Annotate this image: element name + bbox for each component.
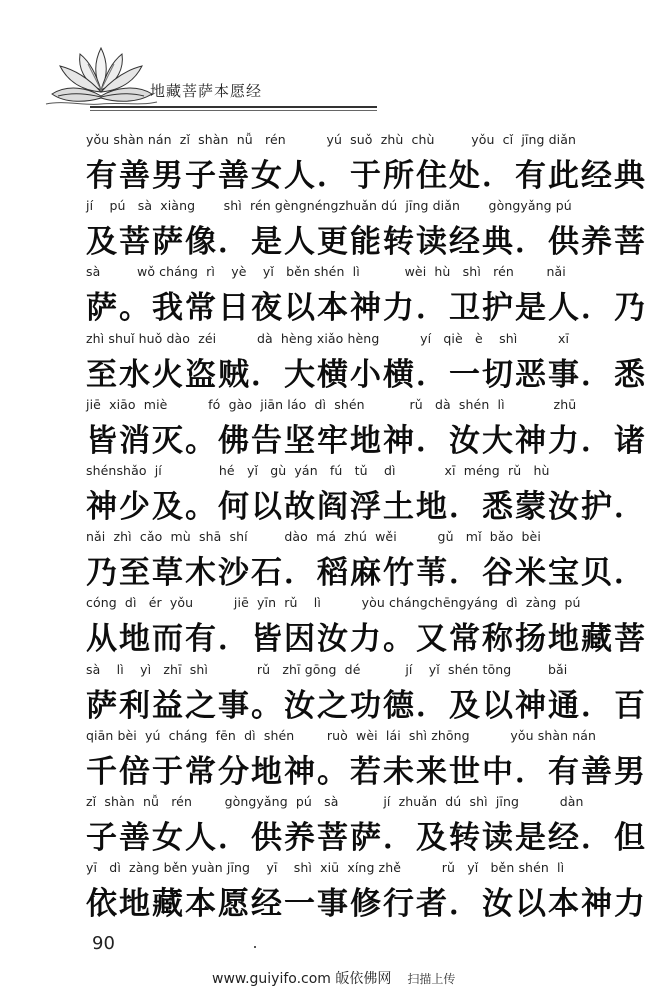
text-line <box>86 459 647 525</box>
pinyin-row: yī dì zàng běn yuàn jīng yī shì xiū xíng zhě rǔ yǐ běn shén lì <box>86 860 565 876</box>
pinyin-row: zhì shuǐ huǒ dào zéi dà hèng xiǎo hèng yí qiè è shì xī <box>86 330 570 346</box>
hanzi-row: 至水火盗贼．大横小横．一切恶事．悉 <box>86 356 647 393</box>
hanzi-row: 有善男子善女人．于所住处．有此经典 <box>86 158 647 194</box>
sutra-text <box>86 128 647 923</box>
header-divider-thin <box>90 110 377 111</box>
text-line <box>86 327 647 393</box>
text-line <box>86 658 647 724</box>
pinyin-row: jí pú sà xiàng shì rén gèngnéngzhuǎn dú jīng diǎn gòngyǎng pú <box>86 198 572 214</box>
page-header <box>0 0 669 120</box>
footer-site: www.guiyifo.com 皈依佛网 <box>212 971 392 987</box>
text-line <box>86 591 647 658</box>
pinyin-row: qiān bèi yú cháng fēn dì shén ruò wèi lái shì zhōng yǒu shàn nán <box>86 727 597 743</box>
pinyin-row: zǐ shàn nǚ rén gòngyǎng pú sà jí zhuǎn dú shì jīng dàn <box>86 793 584 809</box>
pinyin-row: yǒu shàn nán zǐ shàn nǚ rén yú suǒ zhù chù yǒu cǐ jīng diǎn <box>86 132 577 147</box>
pinyin-row: sà lì yì zhī shì rǔ zhī gōng dé jí yǐ shén tōng bǎi <box>86 661 568 677</box>
text-line <box>86 790 647 856</box>
hanzi-row: 萨利益之事。汝之功德．及以神通．百 <box>86 687 647 724</box>
footer <box>212 968 455 988</box>
hanzi-row: 千倍于常分地神。若未来世中．有善男 <box>86 753 647 790</box>
hanzi-row: 萨。我常日夜以本神力．卫护是人．乃 <box>86 290 647 327</box>
pinyin-row: shénshǎo jí hé yǐ gù yán fú tǔ dì xī méng rǔ hù <box>86 462 550 478</box>
footer-note: 扫描上传 <box>407 972 456 986</box>
hanzi-row: 皆消灭。佛告坚牢地神．汝大神力．诸 <box>86 422 647 459</box>
hanzi-row: 依地藏本愿经一事修行者．汝以本神力 <box>86 886 647 923</box>
hanzi-row: 乃至草木沙石．稻麻竹苇．谷米宝贝． <box>86 555 647 592</box>
page-number: 90 <box>92 933 115 954</box>
hanzi-row: 神少及。何以故阎浮土地．悉蒙汝护． <box>86 488 647 525</box>
pinyin-row: cóng dì ér yǒu jiē yīn rǔ lì yòu chángchēngyáng dì zàng pú <box>86 595 581 611</box>
pinyin-row: sà wǒ cháng rì yè yǐ běn shén lì wèi hù shì rén nǎi <box>86 264 566 280</box>
pinyin-row: nǎi zhì cǎo mù shā shí dào má zhú wěi gǔ mǐ bǎo bèi <box>86 529 541 545</box>
text-line <box>86 724 647 790</box>
pinyin-row: jiē xiāo miè fó gào jiān láo dì shén rǔ dà shén lì zhū <box>86 396 577 412</box>
hanzi-row: 子善女人．供养菩萨．及转读是经．但 <box>86 819 647 856</box>
book-title: 地藏菩萨本愿经 <box>150 82 263 100</box>
text-line <box>86 194 647 261</box>
text-line <box>86 260 647 327</box>
text-line <box>86 128 647 194</box>
hanzi-row: 及菩萨像．是人更能转读经典．供养菩 <box>86 224 647 261</box>
text-line <box>86 856 647 923</box>
lotus-icon <box>44 40 159 112</box>
header-divider <box>90 106 377 108</box>
text-line <box>86 393 647 459</box>
hanzi-row: 从地而有．皆因汝力。又常称扬地藏菩 <box>86 621 647 658</box>
print-speck <box>254 946 256 948</box>
text-line <box>86 525 647 592</box>
